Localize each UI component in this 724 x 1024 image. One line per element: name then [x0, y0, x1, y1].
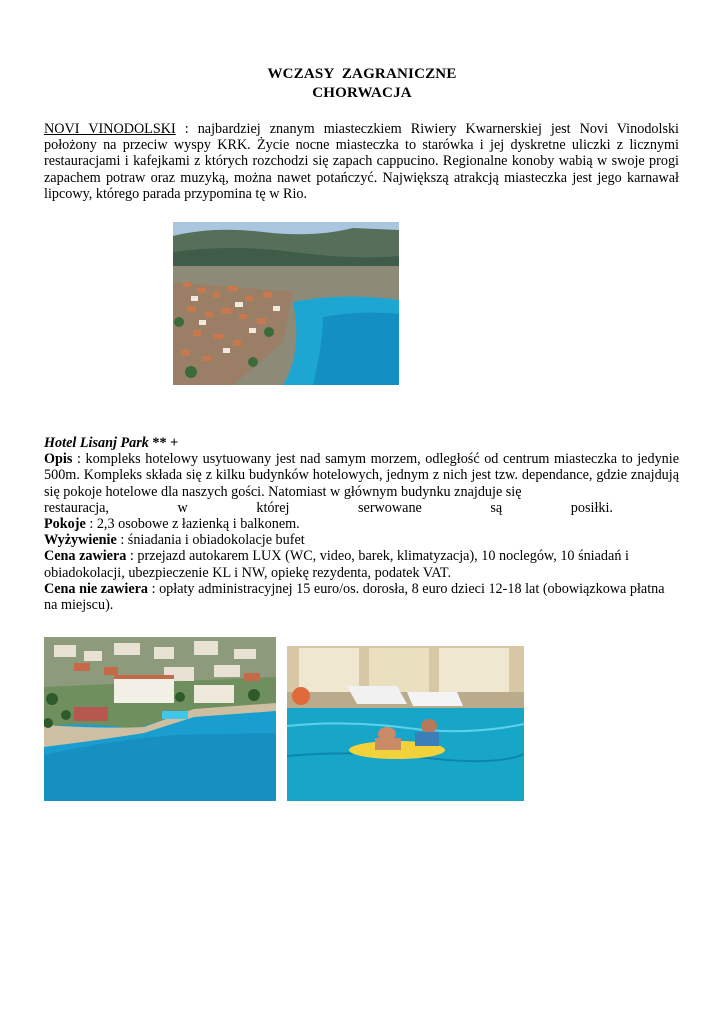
- hotel-stars: ** +: [148, 435, 179, 451]
- cena-zawiera-label: Cena zawiera: [44, 548, 127, 565]
- opis-last-line: [44, 500, 679, 516]
- place-name: NOVI VINODOLSKI: [44, 121, 176, 137]
- cena-zawiera-text: : przejazd autokarem LUX (WC, video, barek, klimatyzacja), 10 noclegów, 10 śniadań i obiadokolacji, ubezpieczenie KL i NW, opiekę rezydenta, podatek VAT.: [44, 548, 629, 581]
- opis-label: Opis: [44, 451, 73, 468]
- wyzywienie-text: : śniadania i obiadokolacje bufet: [116, 532, 305, 549]
- pokoje-text: : 2,3 osobowe z łazienką i balkonem.: [85, 516, 300, 533]
- opis-text: : kompleks hotelowy usytuowany jest nad samym morzem, odległość od centrum miasteczka to jedynie 500m. Kompleks składa się z kilku budynków hotelowych, jednym z nich jest tzw. dependance, gdzie znajdują się pokoje hotelowe dla naszych gości. Natomiast w głównym budynku znajduje się: [44, 451, 679, 500]
- hotel-complex-photo: [44, 637, 276, 801]
- intro-paragraph: [44, 121, 679, 202]
- cena-nie-zawiera-label: Cena nie zawiera: [44, 580, 149, 597]
- opis-word: której: [256, 499, 290, 516]
- hotel-name: Hotel Lisanj Park: [44, 435, 149, 451]
- cena-nie-zawiera-paragraph: [44, 581, 679, 613]
- pool-photo: [287, 646, 524, 801]
- pokoje-label: Pokoje: [44, 516, 86, 533]
- hotel-heading: [44, 435, 679, 451]
- pokoje-line: [44, 516, 679, 532]
- opis-word: są: [490, 499, 503, 516]
- hotel-section: [44, 435, 679, 613]
- opis-word: restauracja,: [44, 499, 109, 516]
- opis-word: serwowane: [358, 499, 422, 516]
- cena-zawiera-paragraph: [44, 548, 679, 580]
- page-subtitle: CHORWACJA: [312, 85, 412, 101]
- wyzywienie-line: [44, 532, 679, 548]
- intro-text: : najbardziej znanym miasteczkiem Riwiery Kwarnerskiej jest Novi Vinodolski położony na przeciw wyspy KRK. Życie nocne miasteczka to starówka i jej dyskretne uliczki z licznymi restauracjami i kafejkami z których rozchodzi się zapach cappucino. Regionalne konoby wabią w swoje progi zapachem potraw oraz muzyką, można nawet potańczyć. Największą atrakcją miasteczka jest jego karnawał lipcowy, którego parada przypomina tę w Rio.: [44, 121, 680, 202]
- opis-word: posiłki.: [570, 499, 613, 516]
- opis-paragraph: [44, 451, 679, 500]
- opis-word: w: [177, 499, 188, 516]
- cena-nie-zawiera-text: : opłaty administracyjnej 15 euro/os. dorosła, 8 euro dzieci 12-18 lat (obowiązkowa płatna na miejscu).: [44, 580, 665, 614]
- wyzywienie-label: Wyżywienie: [44, 532, 117, 549]
- town-aerial-photo: [173, 222, 399, 385]
- page-title: WCZASY ZAGRANICZNE: [267, 66, 457, 82]
